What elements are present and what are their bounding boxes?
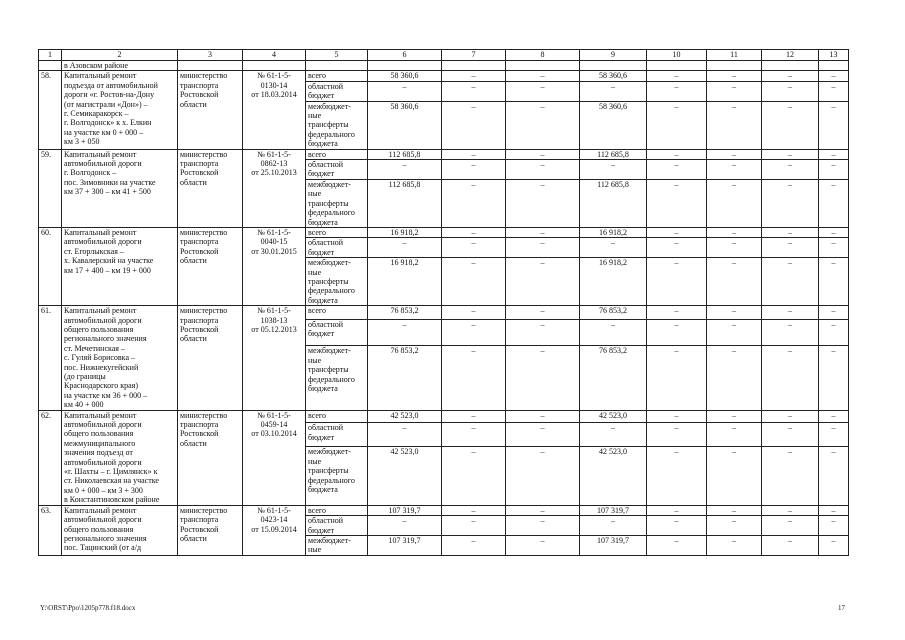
amount-cell: – (762, 101, 819, 149)
amount-cell: – (707, 516, 762, 536)
customer-org: министерство транспорта Ростовской области (178, 505, 243, 555)
column-number: 8 (506, 50, 580, 61)
customer-org: министерство транспорта Ростовской области (178, 71, 243, 149)
amount-cell: – (647, 447, 707, 505)
funding-source: межбюджет- ные трансферты федерального бюджета (306, 346, 368, 410)
amount-cell: 16 918,2 (580, 258, 647, 306)
amount-cell: – (442, 238, 506, 258)
amount-cell: – (762, 160, 819, 180)
amount-cell: – (442, 306, 506, 320)
amount-cell: – (506, 306, 580, 320)
amount-cell: 112 685,8 (368, 179, 442, 227)
column-number: 6 (368, 50, 442, 61)
amount-cell: – (762, 179, 819, 227)
amount-cell: – (819, 447, 849, 505)
amount-cell: 76 853,2 (580, 346, 647, 410)
amount-cell: 107 319,7 (368, 535, 442, 555)
amount-cell: 112 685,8 (368, 149, 442, 159)
amount-cell: – (762, 423, 819, 447)
amount-cell: 42 523,0 (580, 447, 647, 505)
customer-org: министерство транспорта Ростовской области (178, 227, 243, 305)
amount-cell: 112 685,8 (580, 149, 647, 159)
expertise-doc: № 61-1-5- 0423-14 от 15.09.2014 (243, 505, 306, 555)
amount-cell: – (707, 160, 762, 180)
amount-cell: – (707, 505, 762, 515)
amount-cell: 58 360,6 (580, 101, 647, 149)
amount-cell: – (580, 320, 647, 346)
amount-cell: – (707, 81, 762, 101)
amount-cell: – (707, 149, 762, 159)
entry-number: 59. (39, 149, 62, 227)
funding-source: областной бюджет (306, 320, 368, 346)
amount-cell: – (707, 410, 762, 423)
amount-cell: – (762, 238, 819, 258)
amount-cell: – (506, 227, 580, 237)
amount-cell: – (707, 101, 762, 149)
amount-cell: 76 853,2 (368, 346, 442, 410)
amount-cell: 76 853,2 (368, 306, 442, 320)
entry-number: 61. (39, 306, 62, 410)
column-number: 13 (819, 50, 849, 61)
expertise-doc: № 61-1-5- 1038-13 от 05.12.2013 (243, 306, 306, 410)
amount-cell: – (442, 227, 506, 237)
amount-cell: – (506, 410, 580, 423)
table-row (39, 505, 849, 515)
column-number: 9 (580, 50, 647, 61)
amount-cell: – (707, 423, 762, 447)
object-name: Капитальный ремонт автомобильной дороги ст. Егорлыкская – х. Кавалерский на участке км 17 + 400 – км 19 + 000 (62, 227, 178, 305)
column-number: 5 (306, 50, 368, 61)
column-number: 12 (762, 50, 819, 61)
amount-cell: 42 523,0 (368, 410, 442, 423)
amount-cell: – (707, 306, 762, 320)
amount-cell: – (506, 238, 580, 258)
amount-cell: – (442, 160, 506, 180)
amount-cell: – (707, 227, 762, 237)
column-number: 3 (178, 50, 243, 61)
amount-cell: – (819, 101, 849, 149)
amount-cell: – (647, 71, 707, 81)
amount-cell: 107 319,7 (368, 505, 442, 515)
amount-cell: – (762, 516, 819, 536)
funding-source: областной бюджет (306, 160, 368, 180)
column-number: 4 (243, 50, 306, 61)
amount-cell: – (506, 101, 580, 149)
amount-cell: – (580, 81, 647, 101)
funding-source: всего (306, 71, 368, 81)
object-name: Капитальный ремонт автомобильной дороги общего пользования межмуниципального значения подъезд от автомобильной дороги «г. Шахты – г. Цимлянск» к ст. Николаевская на участке км 0 + 000 – км 3 + 300 в Константиновском районе (62, 410, 178, 505)
amount-cell: – (647, 535, 707, 555)
amount-cell: – (647, 227, 707, 237)
object-name: Капитальный ремонт подъезда от автомобильной дороги «г. Ростов-на-Дону (от магистрали «Дон») – г. Семикаракорск – г. Волгодонск» к х. Елкин на участке км 0 + 000 – км 3 + 050 (62, 71, 178, 149)
amount-cell: – (647, 160, 707, 180)
amount-cell: – (647, 320, 707, 346)
amount-cell: – (442, 423, 506, 447)
amount-cell: – (819, 227, 849, 237)
amount-cell: – (819, 238, 849, 258)
amount-cell: – (647, 423, 707, 447)
funding-source: межбюджет- ные трансферты федерального бюджета (306, 179, 368, 227)
funding-source: всего (306, 306, 368, 320)
amount-cell: – (819, 258, 849, 306)
column-number: 7 (442, 50, 506, 61)
amount-cell: – (762, 258, 819, 306)
amount-cell: – (647, 258, 707, 306)
funding-source: всего (306, 227, 368, 237)
amount-cell: 42 523,0 (580, 410, 647, 423)
amount-cell: – (819, 81, 849, 101)
amount-cell: – (647, 149, 707, 159)
amount-cell: – (506, 258, 580, 306)
amount-cell: – (368, 238, 442, 258)
amount-cell: – (506, 81, 580, 101)
amount-cell: – (707, 71, 762, 81)
amount-cell: – (442, 505, 506, 515)
amount-cell: – (762, 535, 819, 555)
footer-file-path: Y:\ORST\Ppo\1205p778.f18.docx (40, 604, 136, 612)
amount-cell: 16 918,2 (368, 258, 442, 306)
table-row (39, 227, 849, 237)
amount-cell: – (368, 81, 442, 101)
table-body (39, 50, 849, 556)
amount-cell: – (819, 423, 849, 447)
entry-number: 62. (39, 410, 62, 505)
amount-cell: – (506, 505, 580, 515)
amount-cell: – (442, 320, 506, 346)
amount-cell: – (506, 447, 580, 505)
table-row (39, 410, 849, 423)
amount-cell: – (506, 160, 580, 180)
amount-cell: – (442, 149, 506, 159)
amount-cell: – (819, 535, 849, 555)
amount-cell: – (442, 535, 506, 555)
amount-cell: – (762, 306, 819, 320)
amount-cell: 16 918,2 (368, 227, 442, 237)
amount-cell: – (707, 320, 762, 346)
amount-cell: – (647, 516, 707, 536)
entry-number: 58. (39, 71, 62, 149)
amount-cell: – (707, 258, 762, 306)
amount-cell: – (506, 149, 580, 159)
table-row (39, 306, 849, 320)
funding-source: всего (306, 410, 368, 423)
amount-cell: – (762, 149, 819, 159)
funding-source: областной бюджет (306, 423, 368, 447)
column-number: 10 (647, 50, 707, 61)
amount-cell: – (506, 320, 580, 346)
amount-cell: – (506, 346, 580, 410)
customer-org: министерство транспорта Ростовской области (178, 410, 243, 505)
amount-cell: – (506, 516, 580, 536)
amount-cell: – (580, 238, 647, 258)
amount-cell: – (819, 149, 849, 159)
amount-cell: – (647, 346, 707, 410)
amount-cell: 58 360,6 (368, 71, 442, 81)
expertise-doc: № 61-1-5- 0862-13 от 25.10.2013 (243, 149, 306, 227)
amount-cell: – (442, 71, 506, 81)
amount-cell: – (442, 447, 506, 505)
object-name: Капитальный ремонт автомобильной дороги общего пользования регионального значения пос. Тацинский (от а/д (62, 505, 178, 555)
amount-cell: – (819, 71, 849, 81)
funding-source: областной бюджет (306, 516, 368, 536)
amount-cell: – (707, 346, 762, 410)
amount-cell: – (647, 505, 707, 515)
amount-cell: – (442, 101, 506, 149)
expertise-doc: № 61-1-5- 0130-14 от 18.03.2014 (243, 71, 306, 149)
amount-cell: – (506, 71, 580, 81)
column-number-row (39, 50, 849, 61)
amount-cell: – (762, 447, 819, 505)
amount-cell: – (762, 320, 819, 346)
amount-cell: – (762, 346, 819, 410)
amount-cell: – (707, 179, 762, 227)
amount-cell: – (707, 238, 762, 258)
amount-cell: – (819, 346, 849, 410)
amount-cell: – (647, 101, 707, 149)
amount-cell: – (762, 81, 819, 101)
entry-number: 63. (39, 505, 62, 555)
amount-cell: – (442, 258, 506, 306)
amount-cell: 58 360,6 (580, 71, 647, 81)
page-number: 17 (838, 604, 845, 612)
amount-cell: 76 853,2 (580, 306, 647, 320)
amount-cell: – (580, 160, 647, 180)
amount-cell: 107 319,7 (580, 505, 647, 515)
funding-source: всего (306, 149, 368, 159)
column-number: 2 (62, 50, 178, 61)
amount-cell: – (442, 346, 506, 410)
amount-cell: – (506, 423, 580, 447)
amount-cell: – (368, 423, 442, 447)
amount-cell: – (368, 160, 442, 180)
funding-source: межбюджет- ные (306, 535, 368, 555)
amount-cell: – (819, 160, 849, 180)
amount-cell: 58 360,6 (368, 101, 442, 149)
amount-cell: – (506, 179, 580, 227)
funding-source: областной бюджет (306, 81, 368, 101)
funding-source: всего (306, 505, 368, 515)
amount-cell: – (819, 320, 849, 346)
amount-cell: – (819, 516, 849, 536)
table-row (39, 71, 849, 81)
amount-cell: 107 319,7 (580, 535, 647, 555)
funding-source: межбюджет- ные трансферты федерального бюджета (306, 447, 368, 505)
amount-cell: 42 523,0 (368, 447, 442, 505)
amount-cell: – (506, 535, 580, 555)
amount-cell: 112 685,8 (580, 179, 647, 227)
amount-cell: – (442, 81, 506, 101)
amount-cell: – (762, 71, 819, 81)
amount-cell: – (762, 505, 819, 515)
amount-cell: – (762, 410, 819, 423)
amount-cell: – (762, 227, 819, 237)
continuation-row (39, 61, 849, 71)
amount-cell: – (647, 410, 707, 423)
amount-cell: – (819, 179, 849, 227)
amount-cell: – (647, 81, 707, 101)
amount-cell: – (707, 535, 762, 555)
amount-cell: 16 918,2 (580, 227, 647, 237)
amount-cell: – (442, 516, 506, 536)
amount-cell: – (442, 179, 506, 227)
amount-cell: – (707, 447, 762, 505)
table-row (39, 149, 849, 159)
customer-org: министерство транспорта Ростовской области (178, 149, 243, 227)
amount-cell: – (819, 306, 849, 320)
continuation-text: в Азовском районе (62, 61, 178, 71)
expertise-doc: № 61-1-5- 0459-14 от 03.10.2014 (243, 410, 306, 505)
amount-cell: – (580, 423, 647, 447)
amount-cell: – (647, 179, 707, 227)
amount-cell: – (819, 505, 849, 515)
funding-source: межбюджет- ные трансферты федерального бюджета (306, 101, 368, 149)
object-name: Капитальный ремонт автомобильной дороги общего пользования регионального значения ст. Мечетинская – с. Гуляй Борисовка – пос. Нижнекугейский (до границы Краснодарского края) на участке км 36 + 000 – км 40 + 000 (62, 306, 178, 410)
amount-cell: – (647, 238, 707, 258)
amount-cell: – (819, 410, 849, 423)
amount-cell: – (368, 516, 442, 536)
amount-cell: – (647, 306, 707, 320)
column-number: 1 (39, 50, 62, 61)
column-number: 11 (707, 50, 762, 61)
funding-source: межбюджет- ные трансферты федерального бюджета (306, 258, 368, 306)
amount-cell: – (368, 320, 442, 346)
amount-cell: – (442, 410, 506, 423)
entry-number: 60. (39, 227, 62, 305)
funding-source: областной бюджет (306, 238, 368, 258)
expertise-doc: № 61-1-5- 0040-15 от 30.01.2015 (243, 227, 306, 305)
customer-org: министерство транспорта Ростовской области (178, 306, 243, 410)
amount-cell: – (580, 516, 647, 536)
object-name: Капитальный ремонт автомобильной дороги г. Волгодонск – пос. Зимовники на участке км 37 + 300 – км 41 + 500 (62, 149, 178, 227)
financing-table (38, 49, 849, 556)
